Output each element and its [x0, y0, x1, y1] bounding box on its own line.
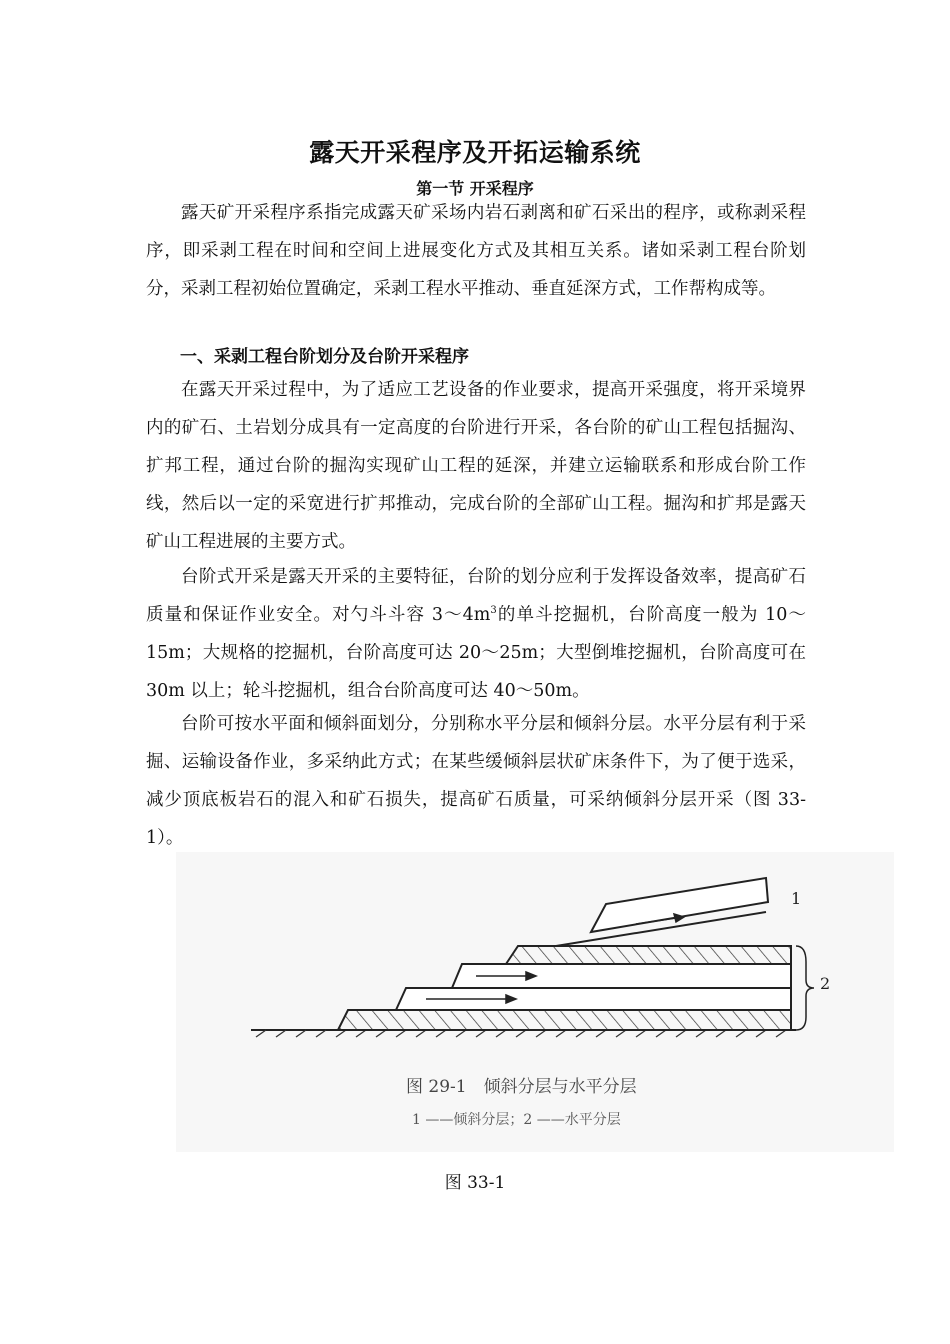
label-2: 2 — [820, 974, 831, 993]
layering-diagram — [176, 852, 894, 1152]
superscript-cubic: 3 — [490, 605, 497, 617]
paragraph-layering: 台阶可按水平面和倾斜面划分，分别称水平分层和倾斜分层。水平分层有利于采掘、运输设备作业，多采纳此方式；在某些缓倾斜层状矿床条件下，为了便于选采，减少顶底板岩石的混入和矿石损失，提高矿石质量，可采纳倾斜分层开采（图 33-1）。 — [146, 714, 806, 848]
inner-figure-legend: 1 ——倾斜分层；2 ——水平分层 — [412, 1112, 621, 1128]
label-1: 1 — [791, 889, 802, 908]
section-title: 第一节 开采程序 — [416, 179, 534, 198]
bench-layer-1 — [338, 1010, 791, 1030]
layer-2-brace — [796, 946, 814, 1030]
bench-layer-4 — [506, 946, 791, 964]
paragraph-bench-height-part2: 的单斗挖掘机，台阶高度一般为 10～15m；大规格的挖掘机，台阶高度可达 20～25m；大型倒堆挖掘机，台阶高度可在 30m 以上；轮斗挖掘机，组合台阶高度可达 40～50m。 — [146, 605, 806, 701]
figure-caption: 图 33-1 — [444, 1173, 506, 1193]
ground-hatching — [256, 1030, 786, 1037]
paragraph-bench-division: 在露天开采过程中，为了适应工艺设备的作业要求，提高开采强度，将开采境界内的矿石、土岩划分成具有一定高度的台阶进行开采，各台阶的矿山工程包括掘沟、扩邦工程，通过台阶的掘沟实现矿山工程的延深，并建立运输联系和形成台阶工作线，然后以一定的采宽进行扩邦推动，完成台阶的全部矿山工程。掘沟和扩邦是露天矿山工程进展的主要方式。 — [146, 380, 806, 552]
document-title: 露天开采程序及开拓运输系统 — [309, 138, 641, 167]
subsection-heading: 一、采剥工程台阶划分及台阶开采程序 — [180, 347, 469, 367]
inner-figure-caption: 图 29-1 倾斜分层与水平分层 — [406, 1077, 637, 1097]
paragraph-bench-height — [146, 558, 806, 710]
paragraph-bench-height-part1: 台阶式开采是露天开采的主要特征，台阶的划分应利于发挥设备效率，提高矿石质量和保证作业安全。对勺斗斗容 3～4m — [146, 567, 806, 625]
paragraph-intro: 露天矿开采程序系指完成露天矿采场内岩石剥离和矿石采出的程序，或称剥采程序，即采剥工程在时间和空间上进展变化方式及其相互关系。诸如采剥工程台阶划分，采剥工程初始位置确定，采剥工程水平推动、垂直延深方式，工作帮构成等。 — [146, 203, 806, 299]
figure-scan — [176, 852, 894, 1152]
inclined-layer — [591, 878, 768, 932]
